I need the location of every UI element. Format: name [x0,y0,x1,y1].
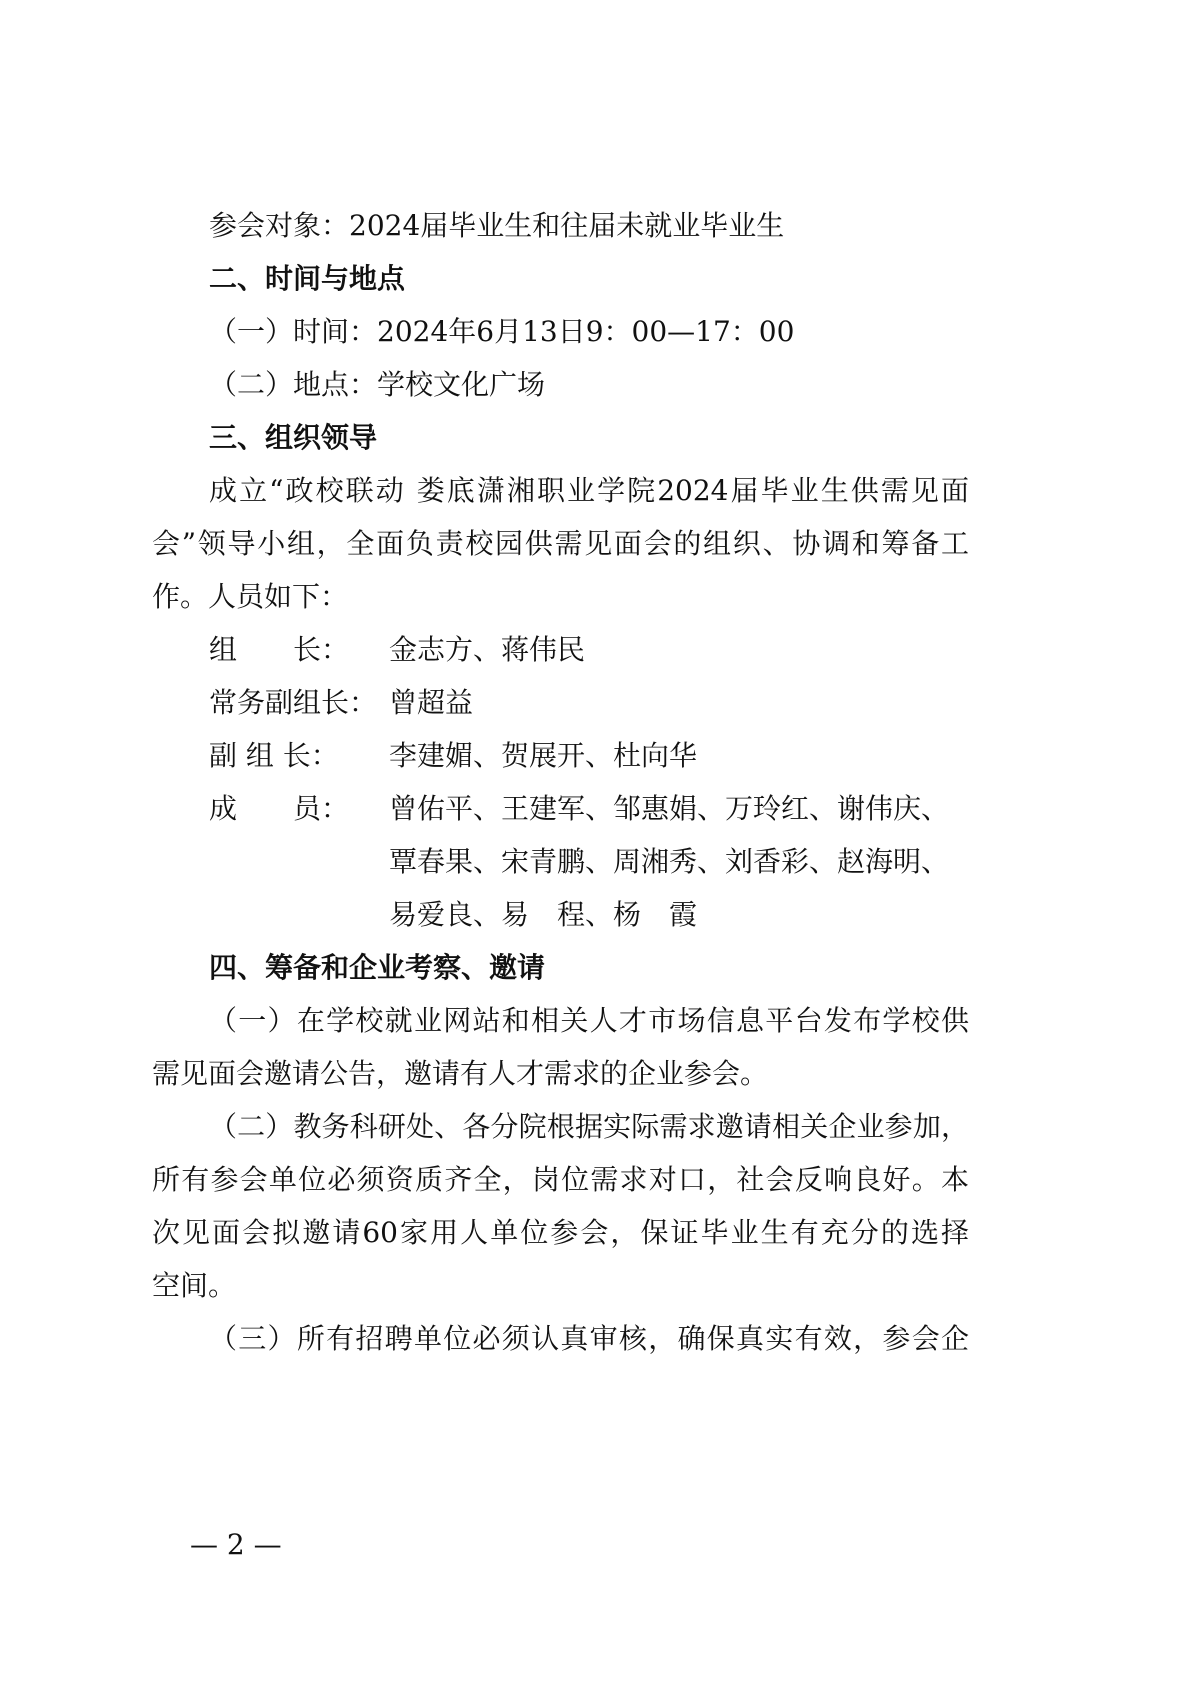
invitation-paragraph-line: （二）教务科研处、各分院根据实际需求邀请相关企业参加， [209,1110,969,1143]
role-label: 组 长： [209,633,350,666]
role-deputy-row [209,739,698,772]
role-leader-row [209,633,586,666]
leadership-paragraph-line: 作。人员如下： [152,580,349,613]
role-names: 李建媚、贺展开、杜向华 [389,739,698,772]
role-names: 金志方、蒋伟民 [389,633,586,666]
role-label: 常务副组长： [209,686,378,719]
invitation-paragraph-line: 空间。 [152,1269,237,1302]
place-line: （二）地点：学校文化广场 [209,368,546,401]
section-heading-time-place: 二、时间与地点 [209,262,406,295]
role-executive-deputy-row [209,686,474,719]
role-names: 曾佑平、王建军、邹惠娟、万玲红、谢伟庆、 [389,792,950,825]
preparation-paragraph-line: 需见面会邀请公告，邀请有人才需求的企业参会。 [152,1057,769,1090]
page-number: — 2 — [190,1528,282,1561]
participants-line: 参会对象：2024届毕业生和往届未就业毕业生 [209,209,785,242]
leadership-paragraph-line: 成立“政校联动 娄底潇湘职业学院2024届毕业生供需见面 [209,474,969,507]
role-members-names-line: 覃春果、宋青鹏、周湘秀、刘香彩、赵海明、 [389,845,950,878]
review-paragraph-line: （三）所有招聘单位必须认真审核，确保真实有效，参会企 [209,1322,969,1355]
role-members-names-line: 易爱良、易 程、杨 霞 [389,898,698,931]
invitation-paragraph-line: 所有参会单位必须资质齐全，岗位需求对口，社会反响良好。本 [152,1163,969,1196]
role-label: 副 组 长： [209,739,339,772]
invitation-paragraph-line: 次见面会拟邀请60家用人单位参会，保证毕业生有充分的选择 [152,1216,969,1249]
section-heading-leadership: 三、组织领导 [209,421,378,454]
section-heading-preparation: 四、筹备和企业考察、邀请 [209,951,546,984]
role-names: 曾超益 [389,686,474,719]
role-members-row [209,792,950,825]
time-line: （一）时间：2024年6月13日9：00—17：00 [209,315,795,348]
leadership-paragraph-line: 会”领导小组，全面负责校园供需见面会的组织、协调和筹备工 [152,527,969,560]
preparation-paragraph-line: （一）在学校就业网站和相关人才市场信息平台发布学校供 [209,1004,969,1037]
role-label: 成 员： [209,792,350,825]
